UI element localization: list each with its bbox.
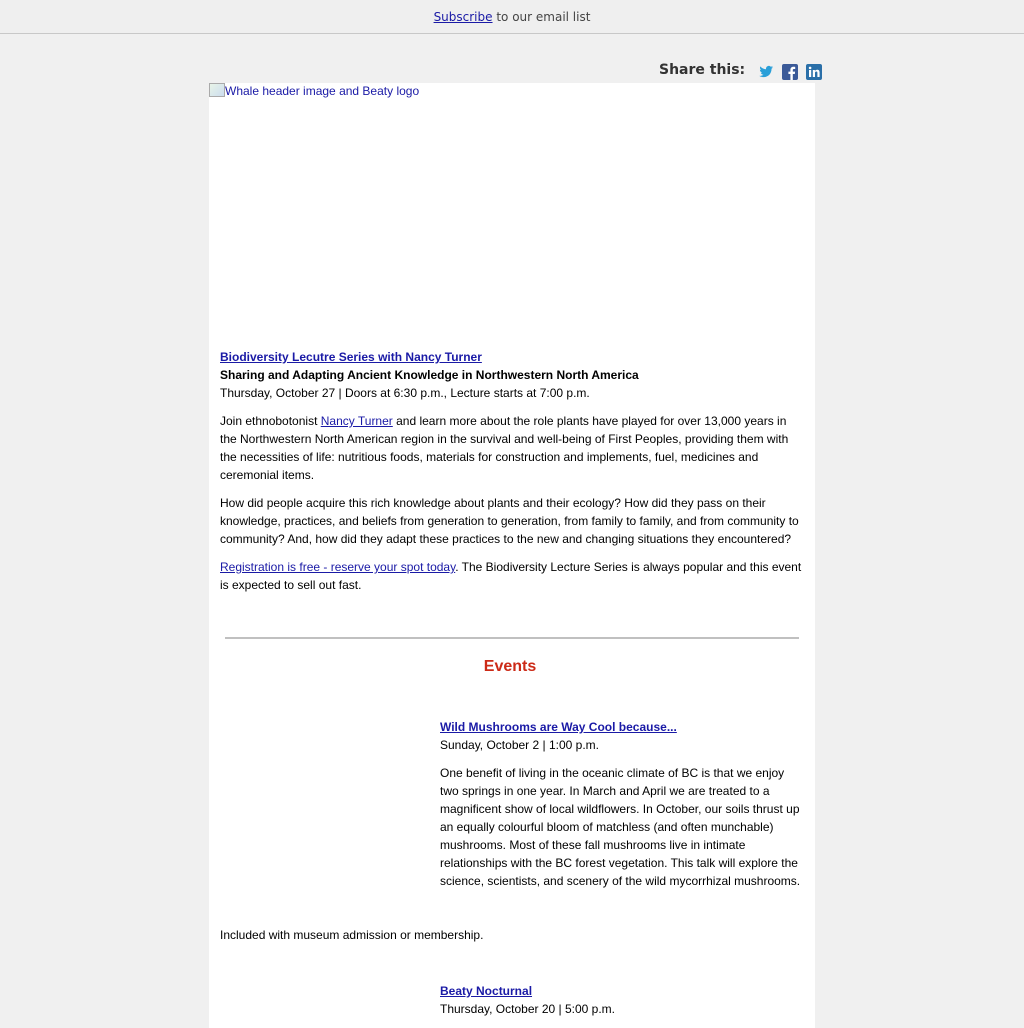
linkedin-icon[interactable]: [806, 64, 822, 80]
lecture-section: [220, 348, 806, 604]
lecture-p3-post: . The Biodiversity Lecture Series is always popular and this event is expected to sell out fast.: [220, 560, 802, 592]
lecture-title-link[interactable]: Biodiversity Lecutre Series with Nancy Turner: [220, 350, 482, 364]
nancy-turner-link[interactable]: Nancy Turner: [320, 414, 393, 428]
lecture-paragraph-2: How did people acquire this rich knowledge about plants and their ecology? How did they pass on their knowledge, practices, and beliefs from generation to generation, from family to family, and from community to community? And, how did they adapt these practices to the new and changing situations they encountered?: [220, 496, 799, 546]
event-title-link[interactable]: Wild Mushrooms are Way Cool because...: [440, 720, 677, 734]
lecture-subtitle: Sharing and Adapting Ancient Knowledge in Northwestern North America: [220, 368, 639, 382]
lecture-p1-post: and learn more about the role plants have played for over 13,000 years in the Northwestern North American region in the survival and well-being of First Peoples, providing them with the necessities of life: nutritious foods, materials for construction and implements, fuel, medicines and ceremonial items.: [220, 414, 789, 482]
events-heading: Events: [483, 658, 537, 675]
share-label: Share this:: [659, 62, 746, 78]
event-datetime: Sunday, October 2 | 1:00 p.m.: [440, 738, 599, 752]
lecture-paragraph-3: [220, 558, 806, 594]
event-description: One benefit of living in the oceanic climate of BC is that we enjoy two springs in one year. In March and April we are treated to a magnificent show of local wildflowers. In October, our soils thrust up an equally colourful bloom of matchless (and often munchable) mushrooms. Most of these fall mushrooms live in intimate relationships with the BC forest vegetation. This talk will explore the science, scientists, and scenery of the wild mycorrhizal mushrooms.: [440, 766, 801, 888]
admission-note: Included with museum admission or membership.: [220, 928, 484, 942]
lecture-datetime: Thursday, October 27 | Doors at 6:30 p.m., Lecture starts at 7:00 p.m.: [220, 386, 590, 400]
twitter-icon[interactable]: [758, 64, 774, 80]
broken-image-icon: [209, 83, 225, 97]
header-image: [209, 83, 815, 338]
newsletter-body: [209, 83, 815, 1028]
subscribe-text: to our email list: [492, 10, 591, 24]
lecture-p1-pre: Join ethnobotonist: [220, 414, 321, 428]
subscribe-link[interactable]: Subscribe: [433, 10, 493, 24]
event-item: [440, 718, 806, 900]
event-datetime: Thursday, October 20 | 5:00 p.m.: [440, 1002, 615, 1016]
event-title-link[interactable]: Beaty Nocturnal: [440, 984, 533, 998]
lecture-paragraph-1: [220, 412, 806, 484]
facebook-icon[interactable]: [782, 64, 798, 80]
share-bar: [659, 62, 830, 78]
registration-link[interactable]: Registration is free - reserve your spot today: [220, 560, 456, 574]
subscribe-bar: [0, 0, 1024, 34]
header-image-alt: Whale header image and Beaty logo: [225, 84, 420, 98]
event-item: [440, 982, 806, 1018]
section-divider: [225, 637, 799, 639]
